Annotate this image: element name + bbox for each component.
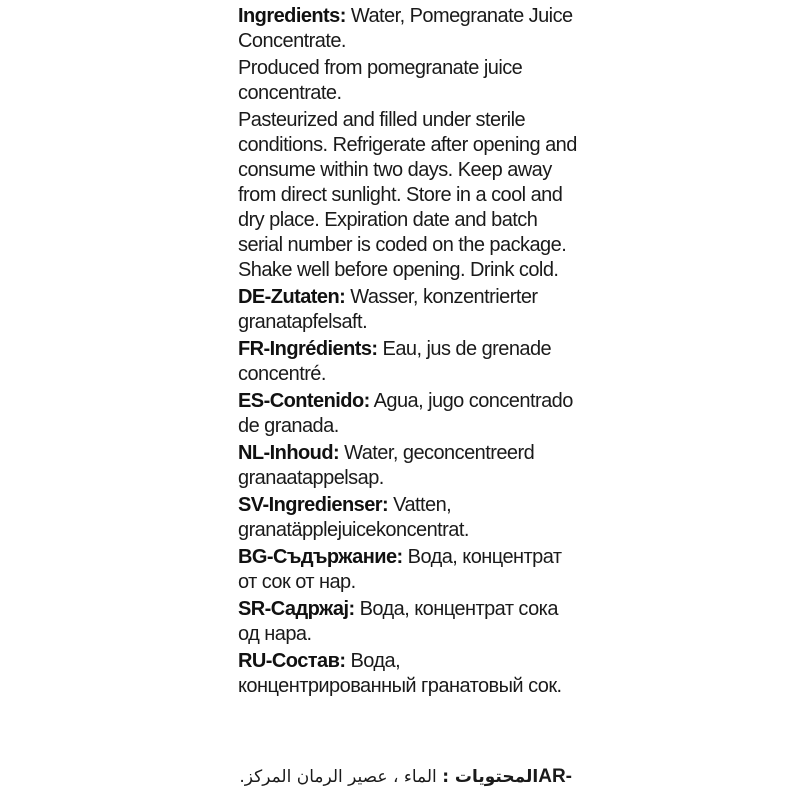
translation-es: [238, 389, 578, 439]
translation-text: Agua, jugo concentrado de granada.: [238, 390, 573, 437]
translation-heading: FR-Ingrédients:: [238, 338, 378, 360]
translation-ru: [238, 649, 578, 699]
translation-ar: [230, 764, 572, 790]
storage-instructions-paragraph: Pasteurized and filled under sterile conditions. Refrigerate after opening and consume within two days. Keep away from direct sunlight. Store in a cool and dry place. Expiration date and batch serial number is coded on the package. Shake well before opening. Drink cold.: [238, 109, 577, 281]
translation-heading: ES-Contenido:: [238, 390, 370, 412]
translation-text: Wasser, konzentrierter granatapfelsaft.: [238, 286, 538, 333]
ingredients-text: Water, Pomegranate Juice Concentrate.: [238, 5, 573, 52]
produced-paragraph: Produced from pomegranate juice concentrate.: [238, 57, 523, 104]
translation-de: [238, 285, 578, 335]
translation-text: Вода, концентрированный гранатовый сок.: [238, 650, 562, 697]
ingredients-heading: Ingredients:: [238, 5, 346, 27]
translation-fr: [238, 337, 578, 387]
translation-text: Вода, концентрат сока од нара.: [238, 598, 558, 645]
translation-text: Eau, jus de grenade concentré.: [238, 338, 552, 385]
translation-heading: DE-Zutaten:: [238, 286, 346, 308]
translation-heading: SR-Садржај:: [238, 598, 355, 620]
translation-sv: [238, 493, 578, 543]
ingredients-paragraph: [238, 4, 578, 54]
translation-nl: [238, 441, 578, 491]
translation-text: Вода, концентрат от сок от нар.: [238, 546, 562, 593]
translation-heading: BG-Съдържание:: [238, 546, 403, 568]
translation-bg: [238, 545, 578, 595]
translation-text: Water, geconcentreerd granaatappelsap.: [238, 442, 535, 489]
translation-text: Vatten, granatäpplejuicekoncentrat.: [238, 494, 469, 541]
arabic-language-code: AR-: [538, 766, 572, 787]
arabic-heading: المحتويات :: [442, 767, 539, 787]
translation-heading: NL-Inhoud:: [238, 442, 340, 464]
translation-heading: SV-Ingredienser:: [238, 494, 389, 516]
translation-sr: [238, 597, 578, 647]
ingredients-label: [238, 4, 578, 701]
arabic-text: الماء ، عصير الرمان المركز.: [239, 767, 443, 787]
translation-heading: RU-Состав:: [238, 650, 346, 672]
